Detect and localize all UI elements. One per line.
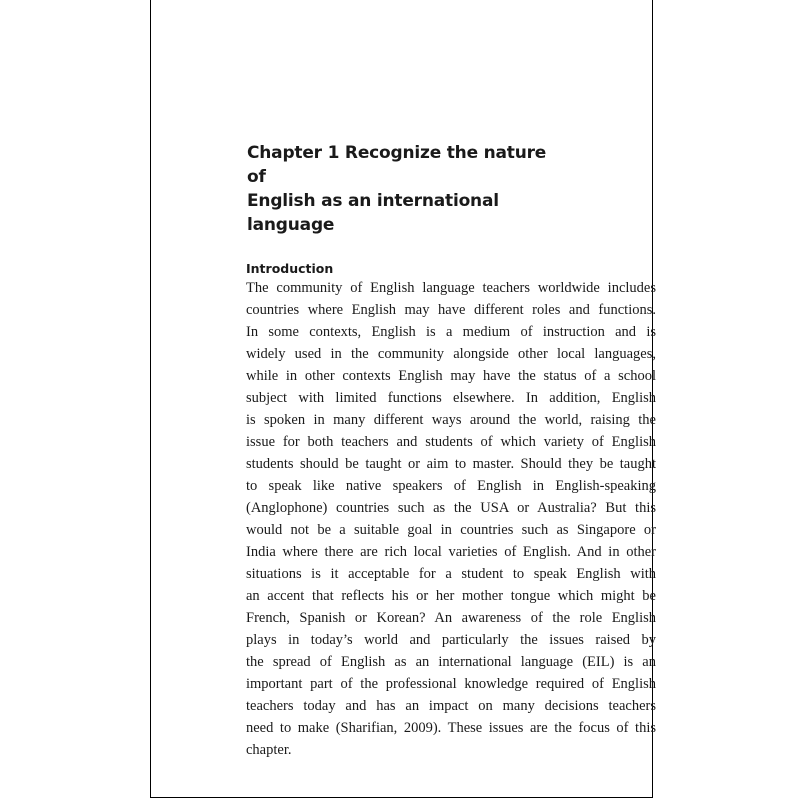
chapter-title-line-2: English as an international language xyxy=(247,191,499,235)
paragraph-line: an accent that reflects his or her mother tongue which might be xyxy=(246,588,656,604)
paragraph-line: situations is it acceptable for a student to speak English with xyxy=(246,566,656,582)
paragraph-line: subject with limited functions elsewhere. In addition, English xyxy=(246,390,656,406)
paragraph-line: chapter. xyxy=(246,742,292,758)
paragraph-line: issue for both teachers and students of which variety of English xyxy=(246,434,656,450)
paragraph-line: plays in today’s world and particularly the issues raised by xyxy=(246,632,656,648)
chapter-title xyxy=(247,141,567,237)
paragraph-line: countries where English may have different roles and functions. xyxy=(246,302,656,318)
paragraph-line: students should be taught or aim to master. Should they be taught xyxy=(246,456,656,472)
paragraph-line: French, Spanish or Korean? An awareness of the role English xyxy=(246,610,656,626)
paragraph-line: would not be a suitable goal in countries such as Singapore or xyxy=(246,522,656,538)
paragraph-line: important part of the professional knowledge required of English xyxy=(246,676,656,692)
paragraph-line: widely used in the community alongside other local languages, xyxy=(246,346,656,362)
paragraph-line: the spread of English as an international language (EIL) is an xyxy=(246,654,656,670)
paragraph-line: (Anglophone) countries such as the USA or Australia? But this xyxy=(246,500,656,516)
paragraph-line: need to make (Sharifian, 2009). These issues are the focus of this xyxy=(246,720,656,736)
paragraph-line: teachers today and has an impact on many decisions teachers xyxy=(246,698,656,714)
paragraph-line: is spoken in many different ways around the world, raising the xyxy=(246,412,656,428)
body-paragraph xyxy=(246,277,656,761)
paragraph-line: to speak like native speakers of English in English-speaking xyxy=(246,478,656,494)
paragraph-line: The community of English language teachers worldwide includes xyxy=(246,280,656,296)
book-page xyxy=(150,0,656,798)
section-heading: Introduction xyxy=(246,261,334,276)
paragraph-line: In some contexts, English is a medium of instruction and is xyxy=(246,324,656,340)
paragraph-line: while in other contexts English may have the status of a school xyxy=(246,368,656,384)
chapter-title-line-1: Chapter 1 Recognize the nature of xyxy=(247,143,547,187)
paragraph-line: India where there are rich local varieties of English. And in other xyxy=(246,544,656,560)
